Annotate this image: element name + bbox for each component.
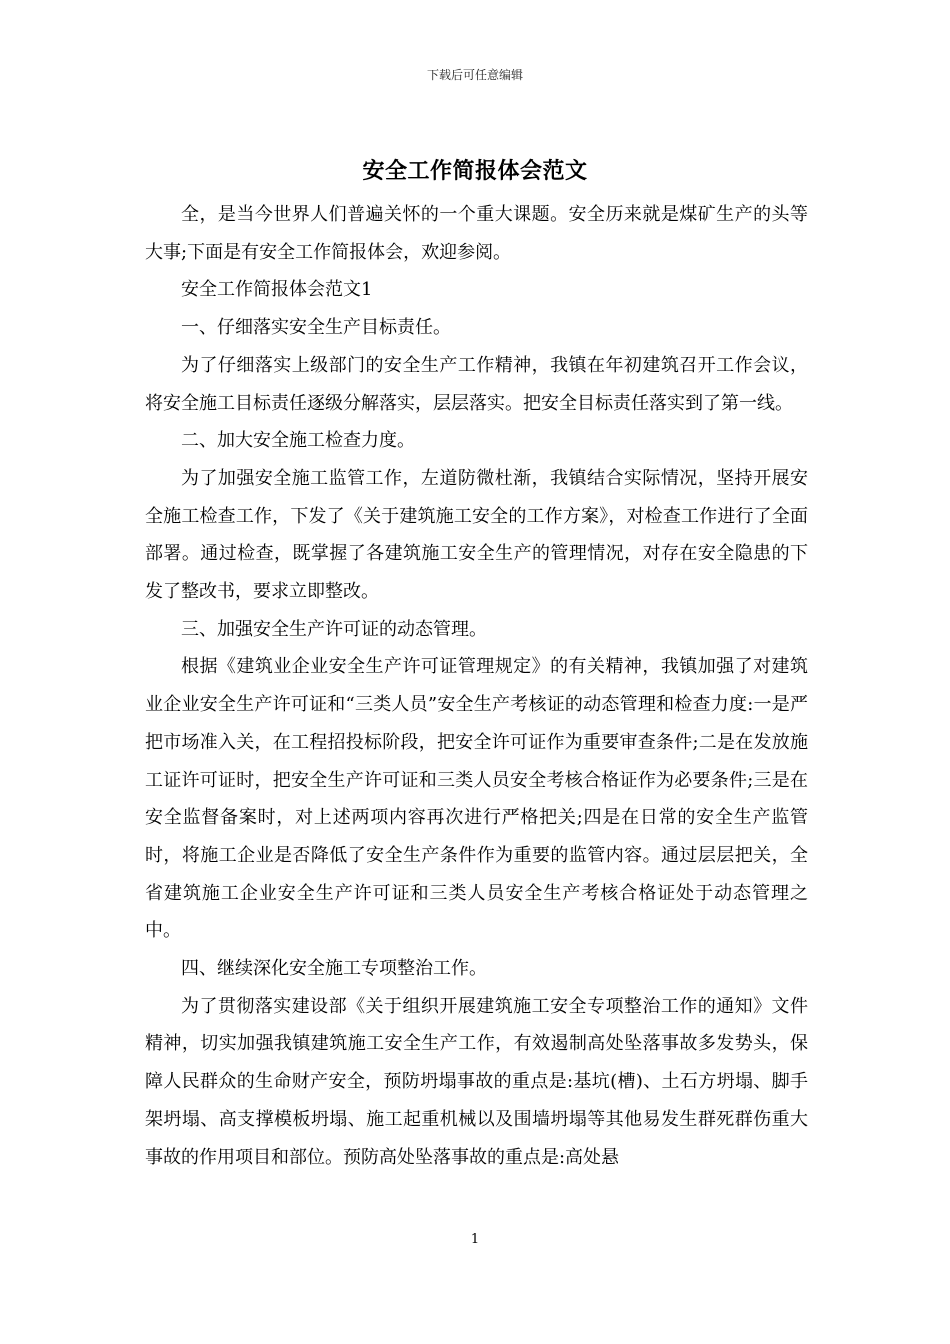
- section-heading-4: 四、继续深化安全施工专项整治工作。: [181, 958, 487, 980]
- section-paragraph-1: 为了仔细落实上级部门的安全生产工作精神，我镇在年初建筑召开工作会议，将安全施工目标责任逐级分解落实，层层落实。把安全目标责任落实到了第一线。: [145, 354, 808, 414]
- section-paragraph-4: 为了贯彻落实建设部《关于组织开展建筑施工安全专项整治工作的通知》文件精神，切实加强我镇建筑施工安全生产工作，有效遏制高处坠落事故多发势头，保障人民群众的生命财产安全，预防坍塌事故的重点是:基坑(槽)、土石方坍塌、脚手架坍塌、高支撑模板坍塌、施工起重机械以及围墙坍塌等其他易发生群死群伤重大事故的作用项目和部位。预防高处坠落事故的重点是:高处悬: [145, 995, 808, 1168]
- section-heading-2: 二、加大安全施工检查力度。: [181, 430, 415, 452]
- section-heading-3: 三、加强安全生产许可证的动态管理。: [181, 618, 487, 640]
- intro-paragraph: 全，是当今世界人们普遍关怀的一个重大课题。安全历来就是煤矿生产的头等大事;下面是有安全工作简报体会，欢迎参阅。: [145, 204, 808, 263]
- section-subtitle: 安全工作简报体会范文1: [181, 279, 373, 301]
- page-header-note: 下载后可任意编辑: [426, 68, 523, 82]
- document-title: 安全工作简报体会范文: [362, 158, 588, 184]
- document-body: [145, 196, 808, 1176]
- section-heading-1: 一、仔细落实安全生产目标责任。: [181, 317, 451, 339]
- page-number: 1: [470, 1232, 480, 1247]
- section-paragraph-3: 根据《建筑业企业安全生产许可证管理规定》的有关精神，我镇加强了对建筑业企业安全生产许可证和“三类人员”安全生产考核证的动态管理和检查力度:一是严把市场准入关，在工程招投标阶段，把安全许可证作为重要审查条件;二是在发放施工证许可证时，把安全生产许可证和三类人员安全考核合格证作为必要条件;三是在安全监督备案时，对上述两项内容再次进行严格把关;四是在日常的安全生产监管时，将施工企业是否降低了安全生产条件作为重要的监管内容。通过层层把关，全省建筑施工企业安全生产许可证和三类人员安全生产考核合格证处于动态管理之中。: [145, 656, 808, 942]
- section-paragraph-2: 为了加强安全施工监管工作，左道防微杜渐，我镇结合实际情况，坚持开展安全施工检查工作，下发了《关于建筑施工安全的工作方案》，对检查工作进行了全面部署。通过检查，既掌握了各建筑施工安全生产的管理情况，对存在安全隐患的下发了整改书，要求立即整改。: [145, 467, 808, 603]
